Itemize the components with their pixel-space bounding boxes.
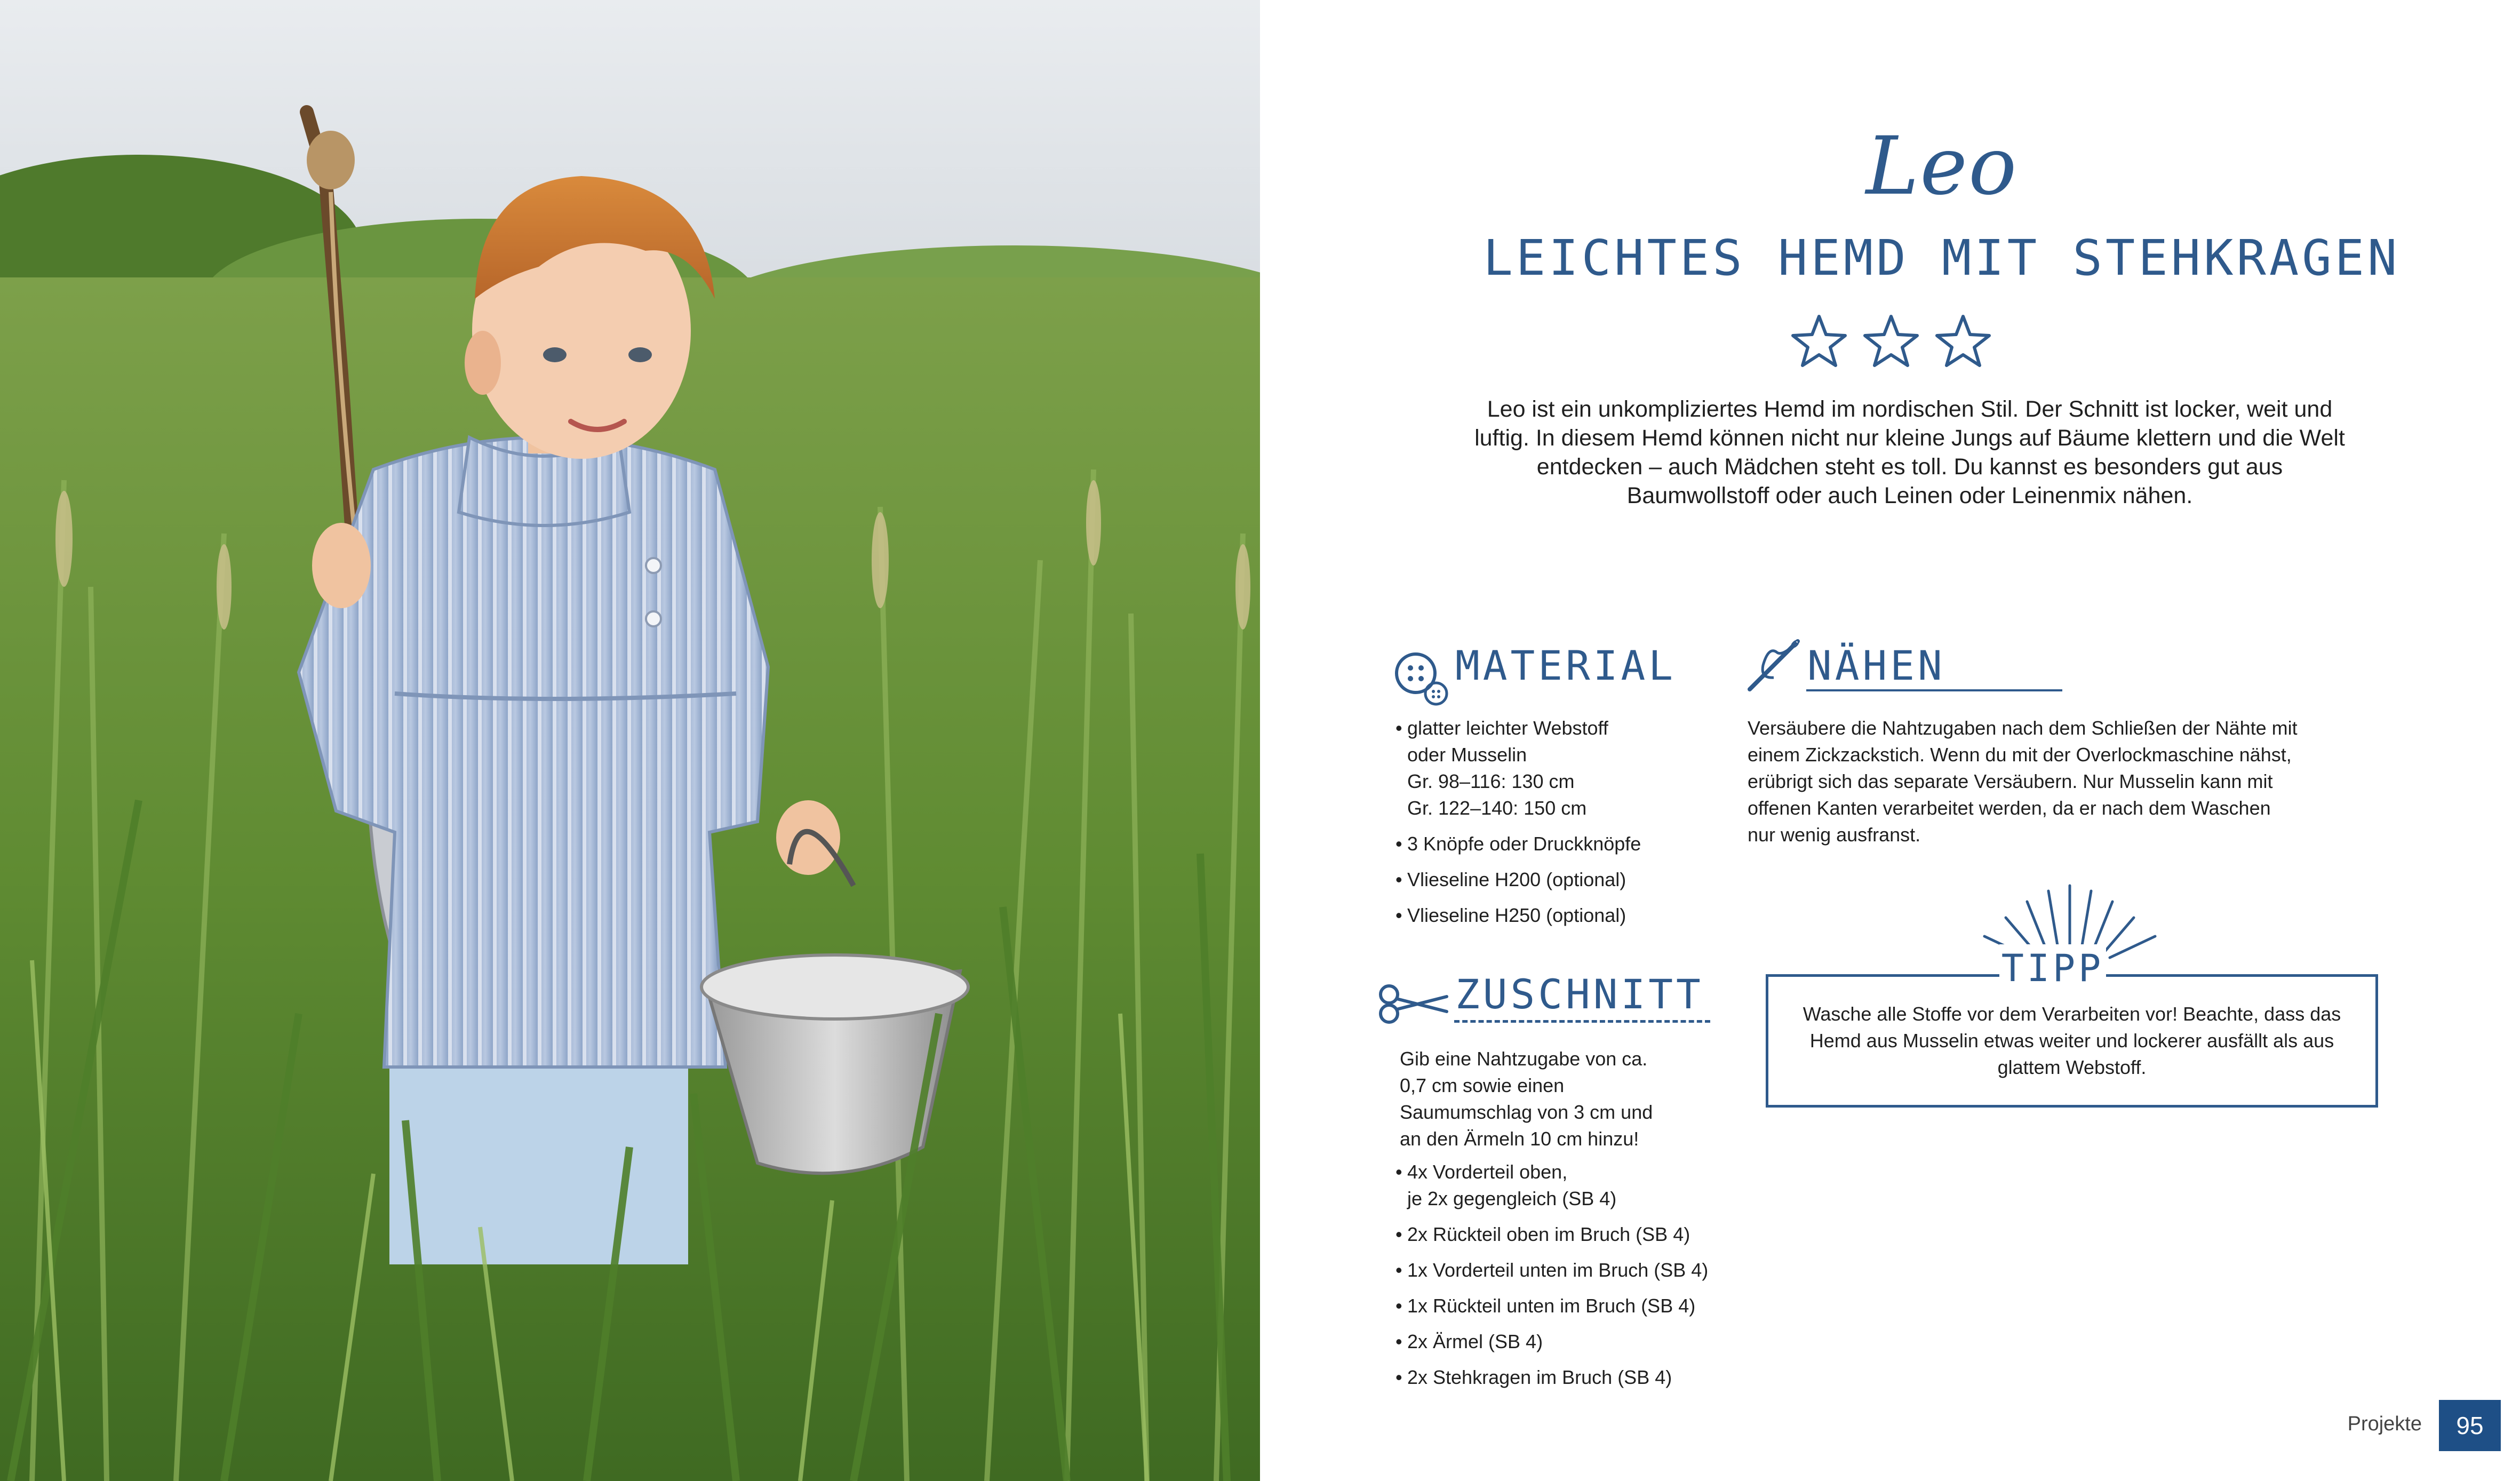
star-icon	[1937, 316, 1989, 365]
list-item: • 4x Vorderteil oben, je 2x gegengleich (SB 4)	[1395, 1159, 1769, 1212]
list-item: • 1x Vorderteil unten im Bruch (SB 4)	[1395, 1257, 1769, 1284]
list-item: • 3 Knöpfe oder Druckknöpfe	[1395, 831, 1726, 857]
zuschnitt-heading: ZUSCHNITT	[1455, 970, 1704, 1018]
material-list	[1395, 715, 1726, 938]
star-icon	[1865, 316, 1917, 365]
page-number: 95	[2439, 1400, 2501, 1451]
page-subtitle: LEICHTES HEMD MIT STEHKRAGEN	[1483, 229, 2401, 286]
list-item: • glatter leichter Webstoff oder Musselin Gr. 98–116: 130 cm Gr. 122–140: 150 cm	[1395, 715, 1726, 822]
star-icon	[1793, 316, 1845, 365]
list-item: • 2x Stehkragen im Bruch (SB 4)	[1395, 1364, 1769, 1391]
zuschnitt-intro: Gib eine Nahtzugabe von ca. 0,7 cm sowie einen Saumumschlag von 3 cm und an den Ärmeln 10 cm hinzu!	[1400, 1048, 1653, 1150]
zuschnitt-list	[1395, 1159, 1769, 1400]
list-item: • Vlieseline H250 (optional)	[1395, 902, 1726, 929]
scissors-icon	[1377, 983, 1452, 1025]
buttons-icon	[1392, 650, 1451, 708]
list-item: • 1x Rückteil unten im Bruch (SB 4)	[1395, 1293, 1769, 1319]
page-title: Leo	[1865, 120, 2018, 213]
material-heading: MATERIAL	[1455, 642, 1677, 689]
tipp-label: TIPP	[1999, 944, 2106, 992]
list-item: • Vlieseline H200 (optional)	[1395, 866, 1726, 893]
list-item: • 2x Rückteil oben im Bruch (SB 4)	[1395, 1221, 1769, 1248]
difficulty-stars	[1790, 312, 1992, 371]
naehen-rule	[1806, 689, 2062, 691]
list-item: • 2x Ärmel (SB 4)	[1395, 1328, 1769, 1355]
naehen-text: Versäubere die Nahtzugaben nach dem Schließen der Nähte mit einem Zickzackstich. Wenn du mit der Overlockmaschine nähst, erübrigt sich das separate Versäubern. Nur Musselin kann mit offenen Kanten verarbeitet werden, da er nach dem Waschen nur wenig ausfranst.	[1748, 717, 2298, 846]
intro-text: Leo ist ein unkompliziertes Hemd im nordischen Stil. Der Schnitt ist locker, weit und luftig. In diesem Hemd können nicht nur kleine Jungs auf Bäume klettern und die Welt entdecken – auch Mädchen steht es toll. Du kannst es besonders gut aus Baumwollstoff oder auch Leinen oder Leinenmix nähen.	[1474, 396, 2345, 508]
footer-section-label: Projekte	[2347, 1413, 2422, 1435]
tipp-text: Wasche alle Stoffe vor dem Verarbeiten vor! Beachte, dass das Hemd aus Musselin etwas weiter und lockerer ausfällt als aus glattem Webstoff.	[1803, 1003, 2341, 1078]
zuschnitt-rule	[1454, 1020, 1710, 1023]
needle-thread-icon	[1744, 636, 1808, 695]
naehen-heading: NÄHEN	[1807, 642, 1945, 689]
